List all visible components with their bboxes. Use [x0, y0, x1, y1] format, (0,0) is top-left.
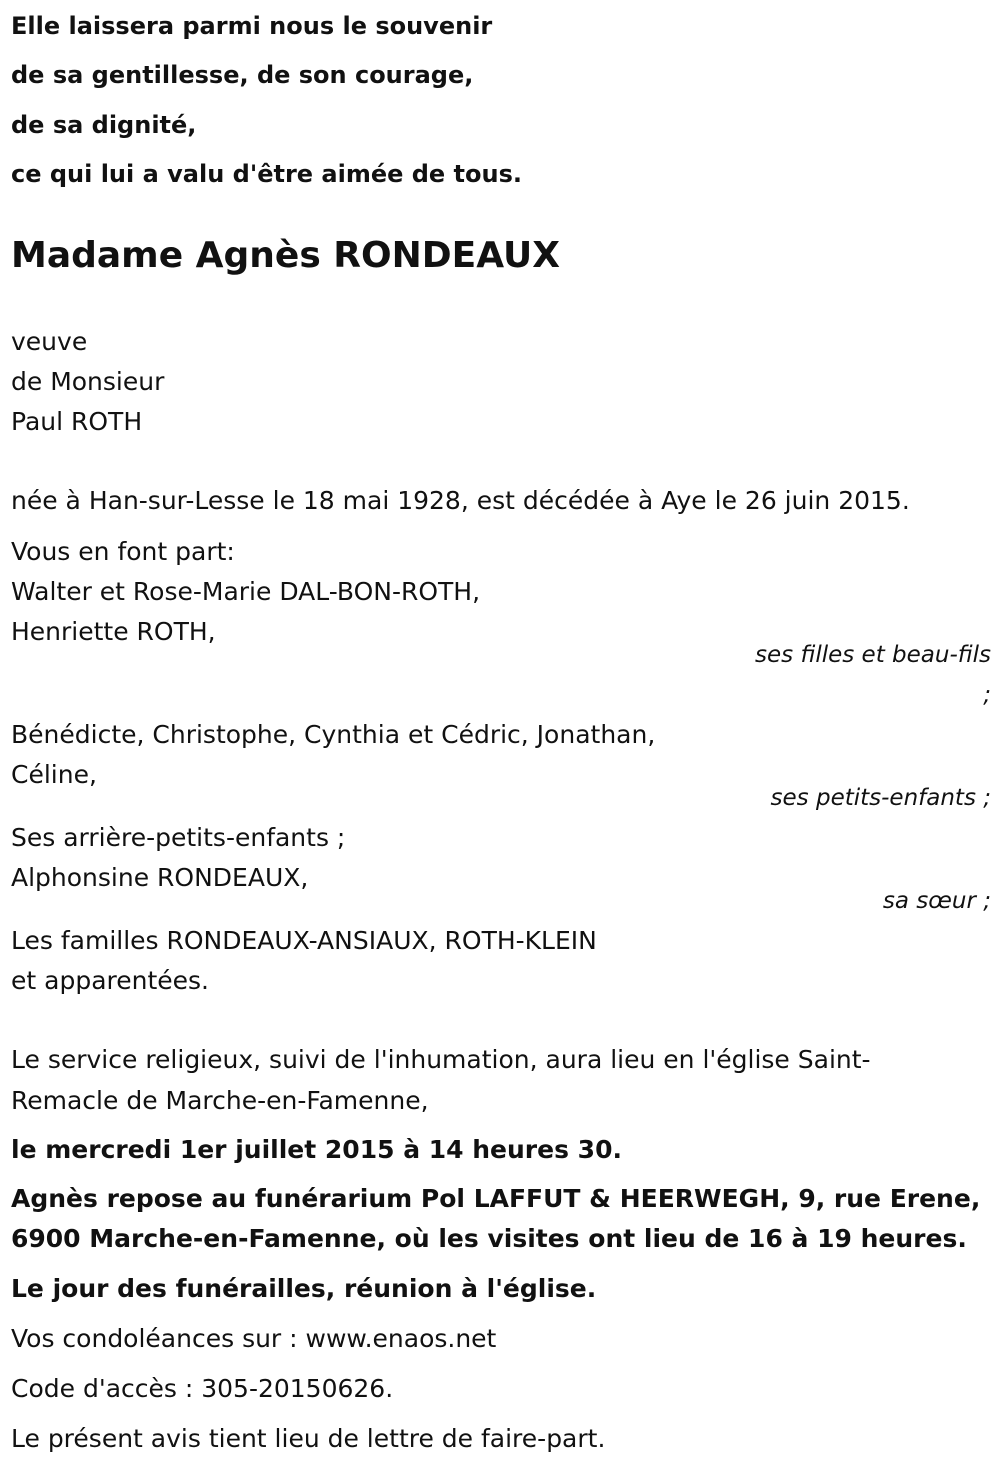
widow-line-3: Paul ROTH: [11, 407, 143, 436]
families-line-1: Les familles RONDEAUX-ANSIAUX, ROTH-KLEIN: [11, 926, 597, 955]
sister-name: Alphonsine RONDEAUX,: [11, 863, 309, 892]
epitaph-line-1: Elle laissera parmi nous le souvenir: [11, 12, 493, 40]
deceased-name: Madame Agnès RONDEAUX: [11, 235, 560, 276]
grandchildren-relation: ses petits-enfants ;: [770, 785, 991, 811]
daughters-line-1: Walter et Rose-Marie DAL-BON-ROTH,: [11, 577, 481, 606]
notice: Le présent avis tient lieu de lettre de faire-part.: [11, 1424, 606, 1453]
epitaph-line-4: ce qui lui a valu d'être aimée de tous.: [11, 160, 523, 188]
service-line-1: Le service religieux, suivi de l'inhumation, aura lieu en l'église Saint-: [11, 1045, 871, 1074]
funeral-meeting: Le jour des funérailles, réunion à l'église.: [11, 1274, 597, 1303]
daughters-relation: ses filles et beau-fils: [755, 642, 991, 668]
widow-line-2: de Monsieur: [11, 367, 165, 396]
daughters-line-2: Henriette ROTH,: [11, 617, 216, 646]
announcers-intro: Vous en font part:: [11, 537, 235, 566]
grandchildren-line-1: Bénédicte, Christophe, Cynthia et Cédric, Jonathan,: [11, 720, 656, 749]
epitaph-line-3: de sa dignité,: [11, 111, 197, 139]
daughters-semicolon: ;: [983, 682, 991, 708]
great-grandchildren: Ses arrière-petits-enfants ;: [11, 823, 346, 852]
epitaph-line-2: de sa gentillesse, de son courage,: [11, 61, 474, 89]
sister-relation: sa sœur ;: [882, 888, 991, 914]
families-line-2: et apparentées.: [11, 966, 209, 995]
widow-line-1: veuve: [11, 327, 88, 356]
service-line-2: Remacle de Marche-en-Famenne,: [11, 1086, 429, 1115]
birth-death: née à Han-sur-Lesse le 18 mai 1928, est décédée à Aye le 26 juin 2015.: [11, 486, 910, 515]
grandchildren-line-2: Céline,: [11, 760, 97, 789]
repose-line-2: 6900 Marche-en-Famenne, où les visites ont lieu de 16 à 19 heures.: [11, 1224, 967, 1253]
service-date: le mercredi 1er juillet 2015 à 14 heures 30.: [11, 1135, 622, 1164]
condolences: Vos condoléances sur : www.enaos.net: [11, 1324, 497, 1353]
repose-line-1: Agnès repose au funérarium Pol LAFFUT & HEERWEGH, 9, rue Erene,: [11, 1184, 981, 1213]
access-code: Code d'accès : 305-20150626.: [11, 1374, 394, 1403]
